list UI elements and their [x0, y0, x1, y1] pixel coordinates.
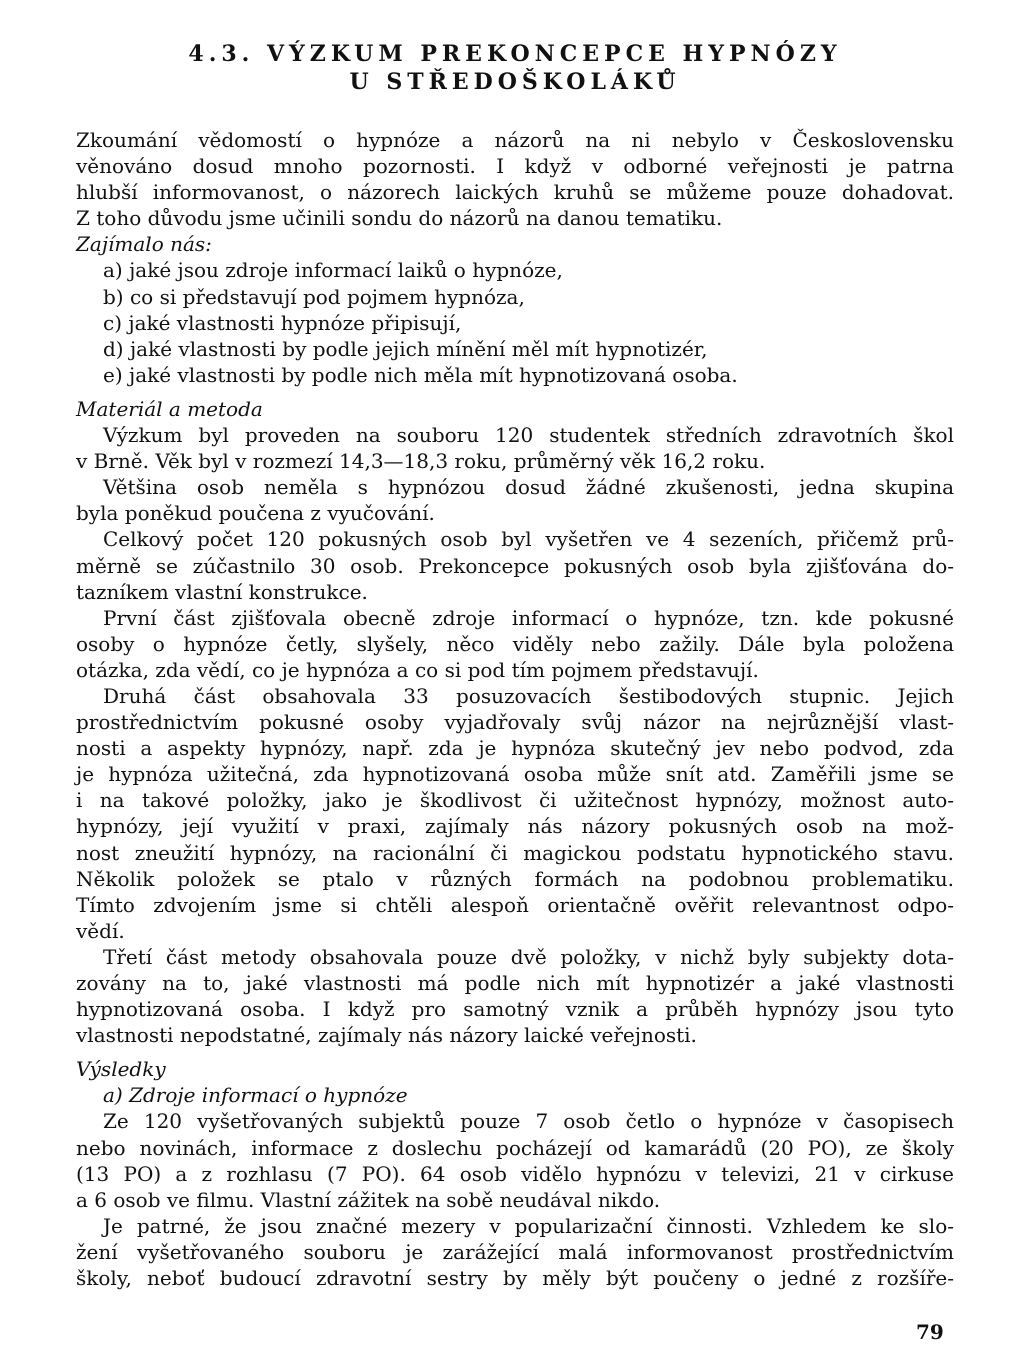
- text-line: tazníkem vlastní konstrukce.: [76, 579, 368, 604]
- text-line: vědí.: [76, 918, 125, 943]
- text-line: vlastnosti nepodstatné, zajímaly nás názory laické veřejnosti.: [76, 1023, 697, 1048]
- page-number: 79: [916, 1320, 944, 1344]
- chapter-title-line-1: 4.3. VÝZKUM PREKONCEPCE HYPNÓZY: [188, 41, 842, 67]
- methods-paragraph-1: [76, 422, 954, 474]
- text-line: žení vyšetřovaného souboru je zarážející malá informovanost prostřednictvím: [76, 1239, 954, 1264]
- text-line: hlubší informovanost, o názorech laických kruhů se můžeme pouze dohadovat.: [76, 180, 954, 205]
- text-line: prostřednictvím pokusné osoby vyjadřovaly svůj názor na nejrůznější vlast-: [76, 710, 954, 735]
- methods-paragraph-2: [76, 474, 954, 526]
- interest-label: Zajímalo nás:: [76, 232, 212, 257]
- text-line: věnováno dosud mnoho pozornosti. I když v odborné veřejnosti je patrna: [76, 154, 954, 179]
- methods-paragraph-6: [76, 944, 954, 1048]
- question-list: [76, 257, 954, 387]
- text-line: Je patrné, že jsou značné mezery v popularizační činnosti. Vzhledem ke slo-: [103, 1213, 954, 1238]
- text-line: zovány na to, jaké vlastnosti má podle nich mít hypnotizér a jaké vlastnosti: [76, 971, 954, 995]
- list-item: c) jaké vlastnosti hypnóze připisují,: [103, 310, 462, 335]
- text-line: v Brně. Věk byl v rozmezí 14,3—18,3 roku, průměrný věk 16,2 roku.: [76, 449, 766, 474]
- text-line: Několik položek se ptalo v různých formách na podobnou problematiku.: [76, 866, 954, 891]
- text-line: nost zneužití hypnózy, na racionální či magickou podstatu hypnotického stavu.: [76, 840, 954, 865]
- text-line: Druhá část obsahovala 33 posuzovacích šestibodových stupnic. Jejich: [103, 683, 954, 708]
- list-item: d) jaké vlastnosti by podle jejich mínění měl mít hypnotizér,: [103, 336, 708, 361]
- text-line: Výzkum byl proveden na souboru 120 studentek středních zdravotních škol: [103, 423, 954, 448]
- text-line: osoby o hypnóze četly, slyšely, něco viděly nebo zažily. Dále byla položena: [76, 631, 954, 656]
- text-line: měrně se zúčastnilo 30 osob. Prekoncepce pokusných osob byla zjišťována do-: [76, 553, 954, 578]
- text-line: je hypnóza užitečná, zda hypnotizovaná osoba může snít atd. Zaměřili jsme se: [76, 762, 954, 787]
- text-line: Tímto zdvojením jsme si chtěli alespoň orientačně ověřit relevantnost odpo-: [76, 892, 954, 917]
- list-item: a) jaké jsou zdroje informací laiků o hypnóze,: [103, 258, 563, 283]
- list-item: b) co si představují pod pojmem hypnóza,: [103, 284, 525, 309]
- text-line: Zkoumání vědomostí o hypnóze a názorů na ni nebylo v Československu: [76, 128, 954, 152]
- text-line: nebo novinách, informace z doslechu pocházejí od kamarádů (20 PO), ze školy: [76, 1135, 954, 1160]
- list-item: e) jaké vlastnosti by podle nich měla mít hypnotizovaná osoba.: [103, 362, 738, 387]
- text-line: Ze 120 vyšetřovaných subjektů pouze 7 osob četlo o hypnóze v časopisech: [103, 1109, 954, 1134]
- methods-paragraph-5: [76, 683, 954, 944]
- text-line: Z toho důvodu jsme učinili sondu do názorů na danou tematiku.: [76, 206, 723, 231]
- text-line: hypnotizovaná osoba. I když pro samotný vznik a průběh hypnózy jsou tyto: [76, 997, 954, 1022]
- text-line: školy, neboť budoucí zdravotní sestry by měly být poučeny o jedné z rozšíře-: [76, 1266, 954, 1291]
- text-line: (13 PO) a z rozhlasu (7 PO). 64 osob vidělo hypnózu v televizi, 21 v cirkuse: [76, 1161, 954, 1186]
- page-body: [76, 40, 954, 1291]
- text-line: a 6 osob ve filmu. Vlastní zážitek na sobě neudával nikdo.: [76, 1187, 661, 1212]
- text-line: hypnózy, její využití v praxi, zajímaly nás názory pokusných osob na mož-: [76, 814, 954, 839]
- chapter-title: [76, 40, 954, 96]
- chapter-title-line-2: U STŘEDOŠKOLÁKŮ: [349, 69, 681, 95]
- methods-paragraph-3: [76, 526, 954, 604]
- methods-paragraph-4: [76, 605, 954, 683]
- text-line: byla poněkud poučena z vyučování.: [76, 501, 435, 526]
- section-heading-methods: Materiál a metoda: [76, 396, 263, 421]
- results-paragraph-2: [76, 1213, 954, 1291]
- intro-paragraph: [76, 127, 954, 231]
- text-line: Celkový počet 120 pokusných osob byl vyšetřen ve 4 sezeních, přičemž prů-: [103, 527, 954, 552]
- subsection-heading-sources: a) Zdroje informací o hypnóze: [103, 1083, 408, 1108]
- text-line: První část zjišťovala obecně zdroje informací o hypnóze, tzn. kde pokusné: [103, 605, 954, 630]
- text-line: i na takové položky, jako je škodlivost či užitečnost hypnózy, možnost auto-: [76, 788, 954, 813]
- section-heading-results: Výsledky: [76, 1057, 166, 1082]
- text-line: Většina osob neměla s hypnózou dosud žádné zkušenosti, jedna skupina: [103, 475, 954, 500]
- text-line: nosti a aspekty hypnózy, např. zda je hypnóza skutečný jev nebo podvod, zda: [76, 736, 954, 761]
- text-line: otázka, zda vědí, co je hypnóza a co si pod tím pojmem představují.: [76, 657, 759, 682]
- text-line: Třetí část metody obsahovala pouze dvě položky, v nichž byly subjekty dota-: [103, 944, 954, 969]
- results-paragraph-1: [76, 1108, 954, 1212]
